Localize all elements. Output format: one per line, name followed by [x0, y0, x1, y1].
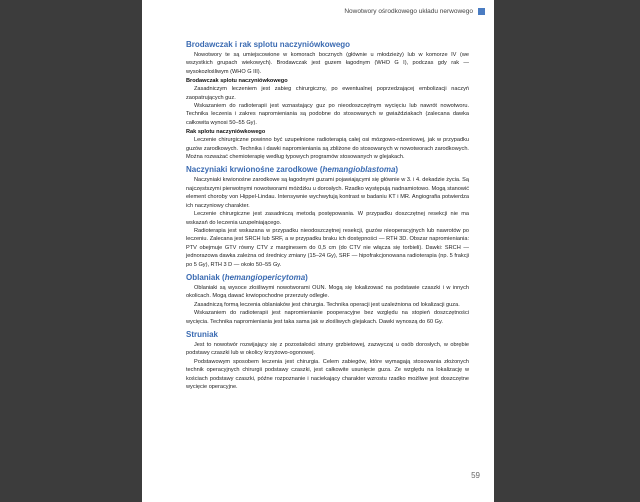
subsection-title-brodawczak: Brodawczak splotu naczyniówkowego — [186, 78, 288, 85]
paragraph: Leczenie chirurgiczne jest zasadniczą metodą postępowania. W przypadku doszczętnej resekcji nie ma wskazań do leczenia uzupełniającego. — [186, 211, 469, 226]
paragraph: Radioterapia jest wskazana w przypadku nieodoszczętnej resekcji, guzów nieoperacyjnych lub nawrotów po leczeniu. Zalecana jest SRCH lub SRF, a w przypadku braku ich dostępności — RTH 3D. Obszar napromieniania: PTV obejmuje GTV równy CTV z marginesem do 0,5 cm (do CTV nie włącza się torbieli). Dawki: SRCH — jednorazowa dawka zależna od średnicy zmiany (15–24 Gy), SRF — hipofrakcjonowana radioterapia (np. 5 frakcji po 5 Gy), RTH 3 D — około 50–55 Gy. — [186, 227, 469, 268]
paragraph: Zasadniczym leczeniem jest zabieg chirurgiczny, po ewentualnej poprzedzającej embolizacji naczyń zaopatrujących guz. — [186, 86, 469, 101]
page-content — [186, 40, 469, 391]
section-title-brodawczak: Brodawczak i rak splotu naczyniówkowego — [186, 40, 351, 49]
paragraph: Zasadniczą formą leczenia oblaniaków jest chirurgia. Technika operacji jest uzależniona od lokalizacji guza. — [194, 301, 460, 308]
title-end: ) — [305, 272, 308, 282]
running-title: Nowotwory ośrodkowego układu nerwowego — [344, 8, 473, 15]
paragraph: Nowotwory te są umiejscowione w komorach bocznych (głównie u młodzieży) lub w komorze IV (we wszystkich grupach wiekowych). Brodawczak jest guzem łagodnym (WHO G I), podczas gdy rak — wysokozłośliwym (WHO G III). — [186, 52, 469, 75]
header-square-icon — [478, 8, 485, 15]
right-backdrop — [494, 0, 640, 502]
title-text: Oblaniak ( — [186, 272, 225, 282]
paragraph: Jest to nowotwór rozwijający się z pozostałości struny grzbietowej, zazwyczaj u osób dorosłych, w obrębie podstawy czaszki lub w okolicy krzyżowo-ogonowej. — [186, 341, 469, 357]
title-text: Naczyniaki krwionośne zarodkowe ( — [186, 165, 323, 175]
title-latin: hemangiopericytoma — [224, 272, 306, 282]
page-number: 59 — [471, 471, 480, 480]
title-latin: hemangioblastoma — [322, 165, 396, 175]
paragraph: Naczyniaki krwionośne zarodkowe są łagodnymi guzami pojawiającymi się głównie w 3. i 4. dekadzie życia. Są najczęstszymi pierwotnymi nowotworami móżdżku u dorosłych. Rzadko występują nadnamiotowo. Mogą stanowić element choroby von Hippel-Lindau. Intensywnie wychwytują kontrast w badaniu KT i MR. Angiografia potwierdza ich naczyniowy charakter. — [186, 177, 469, 209]
paragraph: Wskazaniem do radioterapii jest napromienianie pooperacyjne bez względu na stopień doszczętności wycięcia. Technika napromieniania jest taka sama jak w złośliwych glejakach. Dawki wynoszą do 60 Gy. — [186, 310, 469, 325]
subsection-title-rak: Rak splotu naczyniówkowego — [186, 129, 266, 136]
section-title-naczyniaki — [186, 165, 469, 175]
section-title-oblaniak — [186, 273, 469, 283]
paragraph: Wskazaniem do radioterapii jest wznastający guz po nieodoszczętnym wycięciu lub nawrót nowotworu. Technika leczenia i zakres napromieniania są podobne do stosowanych w gwiaździakach (zalecana dawka całkowita wynosi 50–55 Gy). — [186, 103, 469, 126]
left-backdrop — [0, 0, 142, 502]
paragraph: Leczenie chirurgiczne powinno być uzupełnione radioterapią całej osi mózgowo-rdzeniowej, jak w przypadku guzów zarodkowych. Technika i dawki napromieniania są zbliżone do stosowanych w nowotworach zarodkowych. Można rozważać chemioterapię według typowych programów stosowanych w glejakach. — [186, 137, 469, 161]
title-end: ) — [395, 165, 399, 175]
running-header — [344, 8, 485, 15]
paragraph: Podstawowym sposobem leczenia jest chirurgia. Celem zabiegów, które wymagają stosowania złożonych technik operacyjnych chirurgii podstawy czaszki, jest całkowite usunięcie guza. Ze względu na lokalizację w kościach podstawy czaszki, późne rozpoznanie i naciekający charakter wzrostu rzadko możliwe jest doszczętne wycięcie operacyjne. — [186, 358, 469, 390]
document-page — [142, 0, 494, 502]
paragraph: Oblaniaki są wysoce złośliwymi nowotworami OUN. Mogą się lokalizować na podstawie czaszki i w innych okolicach. Mogą dawać krwiopochodne przerzuty odległe. — [186, 284, 469, 300]
section-title-struniak: Struniak — [186, 329, 219, 339]
